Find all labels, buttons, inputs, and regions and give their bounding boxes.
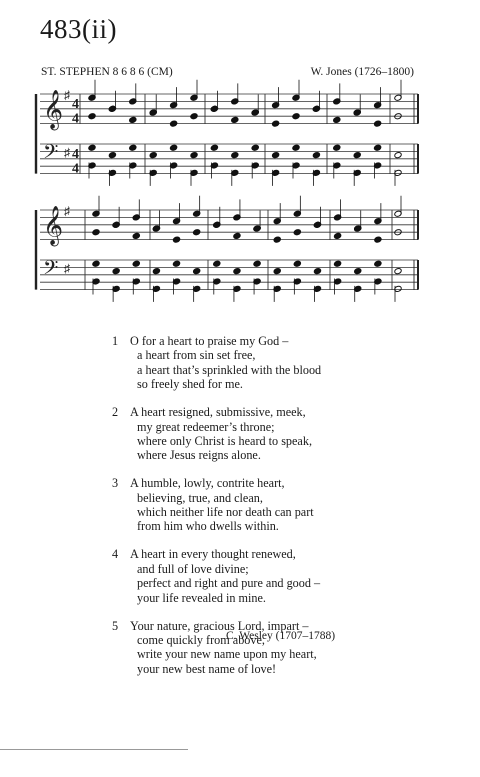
note-head [132, 232, 140, 239]
bass-clef-icon: 𝄢 [43, 257, 59, 284]
note-head [334, 232, 342, 239]
note-head [108, 152, 116, 159]
sharp-icon: ♯ [64, 88, 70, 102]
note-head [374, 236, 382, 243]
page-divider [0, 749, 188, 750]
verse-4 [112, 547, 430, 605]
verse-line: where only Christ is heard to speak, [137, 433, 312, 448]
note-head [272, 152, 280, 159]
note-head [172, 236, 180, 243]
verse-line: come quickly from above, [137, 632, 265, 647]
verse-number: 5 [112, 618, 119, 633]
note-head [251, 144, 259, 151]
note-head [233, 268, 241, 275]
verse-line: write your new name upon my heart, [137, 647, 317, 662]
note-head [333, 116, 341, 123]
verse-line: your life revealed in mine. [137, 590, 266, 605]
verse-number: 2 [112, 405, 119, 420]
note-head [231, 152, 239, 159]
note-head [312, 152, 320, 159]
verse-line: from him who dwells within. [137, 519, 279, 534]
verse-line: a heart that’s sprinkled with the blood [137, 362, 322, 377]
note-head [374, 260, 382, 267]
verse-line: perfect and right and pure and good – [137, 576, 321, 591]
note-head [170, 120, 178, 127]
verse-line: A heart resigned, submissive, meek, [130, 405, 306, 420]
note-head [273, 268, 281, 275]
note-head [190, 113, 198, 120]
note-head [132, 260, 140, 267]
verse-number: 1 [112, 334, 119, 348]
treble-clef-icon: 𝄞 [43, 207, 64, 245]
note-head [293, 229, 301, 236]
verse-number: 3 [112, 476, 119, 491]
note-head [273, 236, 281, 243]
verse-line: my great redeemer’s throne; [137, 419, 275, 434]
note-head [129, 116, 137, 123]
composer-credit: W. Jones (1726–1800) [310, 66, 414, 78]
sharp-icon: ♯ [64, 145, 70, 160]
verse-line: which neither life nor death can part [137, 505, 314, 520]
bass-clef-icon: 𝄢 [43, 141, 59, 168]
note-head [394, 268, 402, 275]
verse-line: Your nature, gracious Lord, impart – [130, 618, 309, 633]
verse-3 [112, 476, 430, 534]
note-head [170, 144, 178, 151]
note-head [88, 144, 96, 151]
verse-2 [112, 405, 430, 463]
note-head [313, 268, 321, 275]
verse-1 [112, 334, 430, 392]
note-head [92, 260, 100, 267]
time-signature: 4 [72, 96, 79, 112]
treble-clef-icon: 𝄞 [43, 91, 64, 129]
note-head [354, 268, 362, 275]
note-head [333, 144, 341, 151]
note-head [334, 260, 342, 267]
note-head [292, 144, 300, 151]
verse-line: so freely shed for me. [137, 377, 243, 392]
note-head [233, 232, 241, 239]
time-signature: 4 [72, 161, 79, 177]
score-system [36, 196, 418, 302]
sharp-icon: ♯ [64, 204, 70, 218]
verse-line: a heart from sin set free, [137, 348, 256, 363]
verse-line: A heart in every thought renewed, [130, 547, 296, 562]
note-head [88, 113, 96, 120]
note-head [190, 152, 198, 159]
note-head [272, 120, 280, 127]
note-head [149, 152, 157, 159]
time-signature: 4 [72, 111, 79, 127]
score-system [36, 80, 418, 186]
note-head [293, 260, 301, 267]
note-head [374, 144, 382, 151]
note-head [193, 229, 201, 236]
note-head [374, 120, 382, 127]
verse-line: A humble, lowly, contrite heart, [130, 476, 285, 491]
note-head [353, 152, 361, 159]
note-head [231, 116, 239, 123]
note-head [210, 144, 218, 151]
note-head [112, 268, 120, 275]
note-head [172, 260, 180, 267]
note-head [253, 260, 261, 267]
note-head [92, 229, 100, 236]
verse-line: where Jesus reigns alone. [137, 448, 261, 463]
note-head [152, 268, 160, 275]
verse-number: 4 [112, 547, 119, 562]
verse-line: O for a heart to praise my God – [130, 334, 289, 348]
sharp-icon: ♯ [64, 261, 70, 276]
verse-line: your new best name of love! [137, 661, 277, 676]
note-head [129, 144, 137, 151]
note-head [213, 260, 221, 267]
author-credit: C. Wesley (1707–1788) [226, 630, 336, 642]
verse-line: believing, true, and clean, [137, 490, 263, 505]
verse-line: and full of love divine; [137, 561, 249, 576]
music-score [0, 0, 480, 320]
note-head [394, 152, 402, 159]
note-head [193, 268, 201, 275]
tune-name: ST. STEPHEN 8 6 8 6 (CM) [41, 66, 173, 78]
time-signature: 4 [72, 146, 79, 162]
verse-5 [112, 618, 430, 677]
hymn-number: 483(ii) [40, 14, 117, 44]
note-head [292, 113, 300, 120]
